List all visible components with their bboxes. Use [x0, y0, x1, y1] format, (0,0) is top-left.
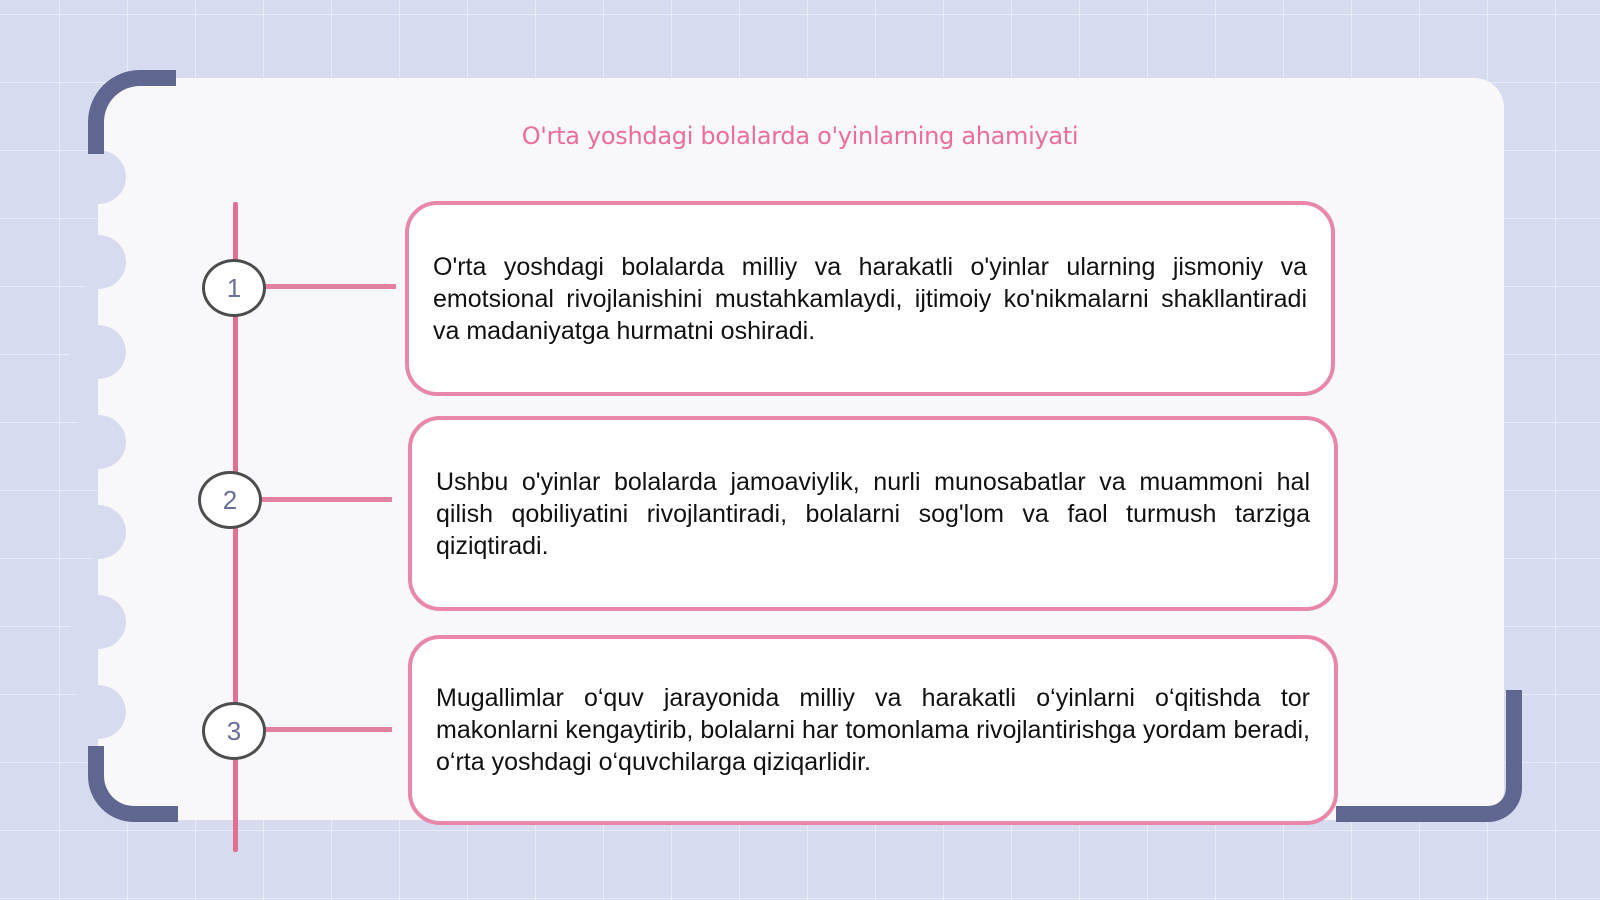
scallop-cutout [70, 595, 126, 649]
timeline-marker: 2 [198, 471, 262, 529]
timeline-connector [264, 284, 396, 289]
scallop-cutout [70, 150, 126, 204]
scallop-cutout [70, 235, 126, 289]
corner-bracket-top-left [88, 70, 176, 154]
scallop-cutout [70, 415, 126, 469]
scallop-cutout [70, 685, 126, 739]
scallop-cutout [70, 505, 126, 559]
timeline-text-box [405, 201, 1335, 396]
timeline-connector [264, 727, 392, 732]
timeline-text-box [408, 635, 1338, 825]
scallop-cutout [70, 325, 126, 379]
timeline-text-box [408, 416, 1338, 611]
timeline-connector [260, 497, 392, 502]
timeline-item-text: O'rta yoshdagi bolalarda milliy va harakatli o'yinlar ularning jismoniy va emotsional rivojlanishini mustahkamlaydi, ijtimoiy ko'nikmalarni shakllantiradi va madaniyatga hurmatni oshiradi. [433, 252, 1307, 345]
timeline-marker: 3 [202, 702, 266, 760]
timeline-item-text: Ushbu o'yinlar bolalarda jamoaviylik, nurli munosabatlar va muammoni hal qilish qobiliyatini rivojlantiradi, bolalarni sog'lom va faol turmush tarziga qiziqtiradi. [436, 467, 1310, 560]
timeline-item-text: Mugallimlar o‘quv jarayonida milliy va harakatli o‘yinlarni o‘qitishda tor makonlarni kengaytirib, bolalarni har tomonlama rivojlantirishga yordam beradi, o‘rta yoshdagi o‘quvchilarga qiziqarlidir. [436, 684, 1310, 776]
corner-bracket-bottom-right [1336, 690, 1522, 822]
corner-bracket-bottom-left [88, 746, 178, 822]
timeline-marker: 1 [202, 259, 266, 317]
slide-title: O'rta yoshdagi bolalarda o'yinlarning ahamiyati [521, 122, 1079, 150]
